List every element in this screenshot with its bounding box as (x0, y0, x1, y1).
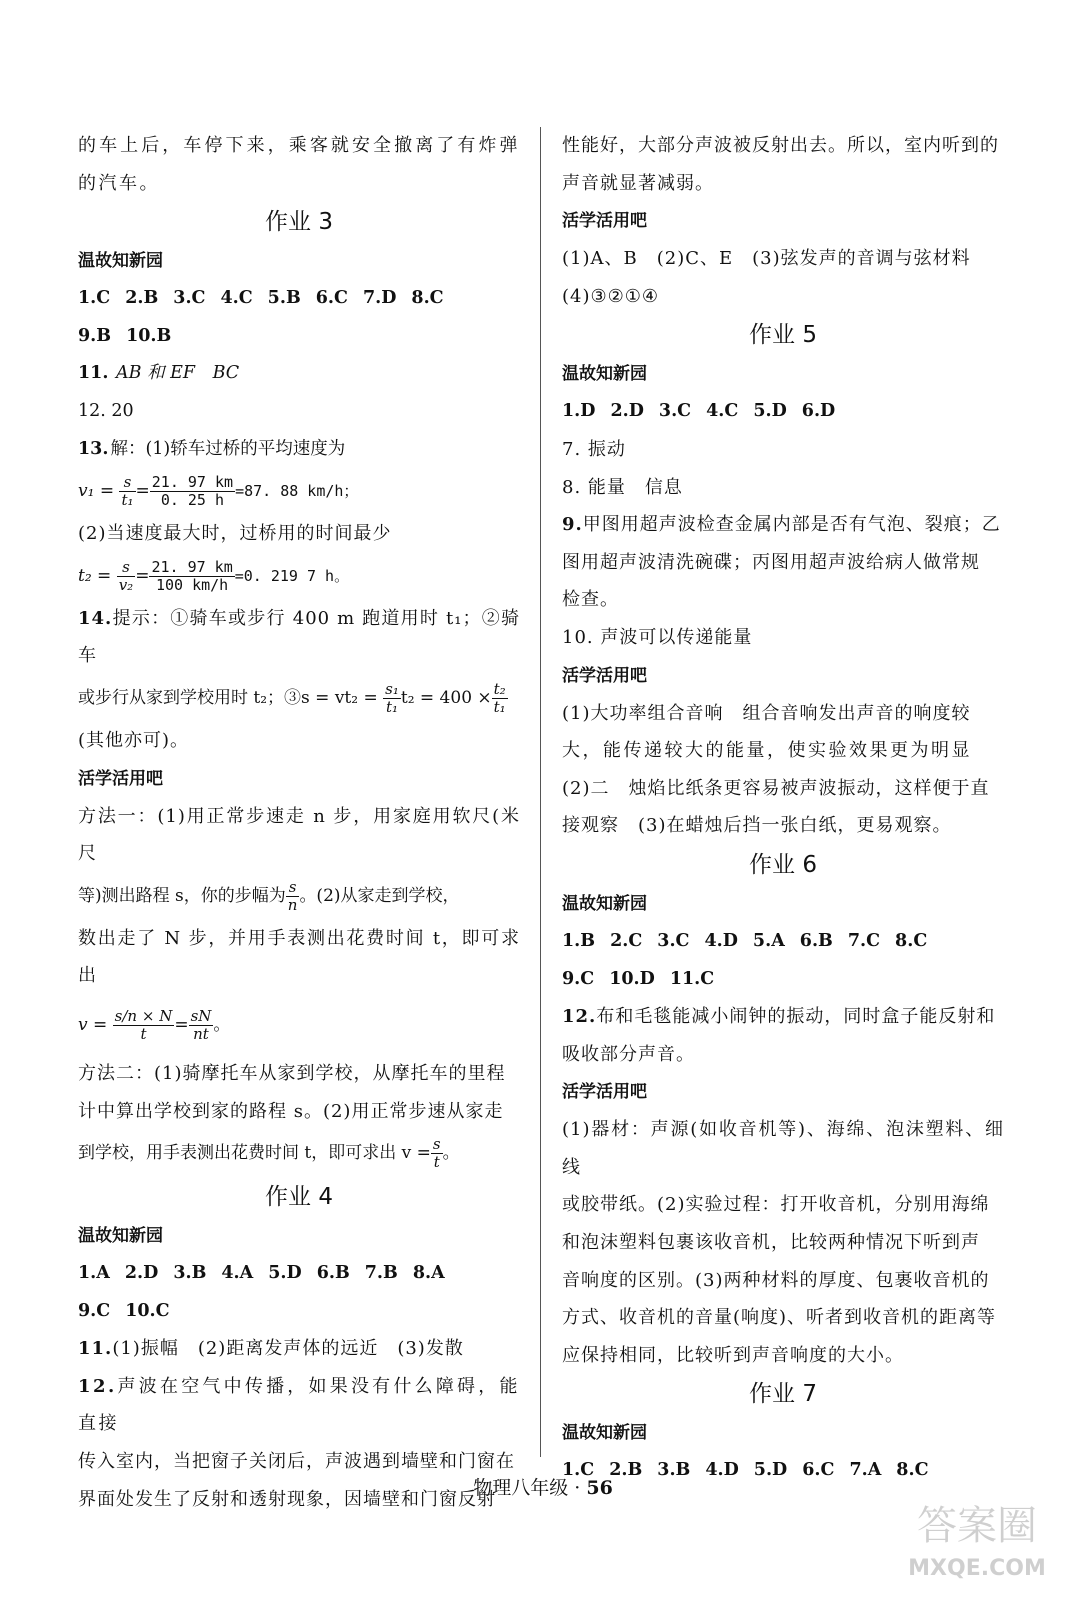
practice-line4: 接观察 (3)在蜡烛后挡一张白纸，更易观察。 (562, 815, 952, 837)
practice-line2: (4)③②①④ (562, 285, 660, 307)
section-review: 温故知新园 (562, 1423, 647, 1444)
method-1-line2: 等)测出路程 s，你的步幅为 $\frac{s}{n}$ 。(2)从家走到学校， (78, 877, 460, 914)
answer-12-line2: 传入室内，当把窗子关闭后，声波遇到墙壁和门窗在 (78, 1451, 515, 1473)
practice-line6: 应保持相同，比较听到声音响度的大小。 (562, 1344, 904, 1366)
column-divider (540, 127, 541, 1457)
answer-row: 1.C 2.B 3.B 4.D 5.D 6.C 7.A 8.C (562, 1460, 929, 1481)
homework-5-title: 作业 5 (749, 322, 817, 349)
left-column (78, 127, 520, 1518)
right-column (562, 127, 1004, 1490)
section-practice: 活学活用吧 (562, 665, 647, 686)
section-practice: 活学活用吧 (562, 1082, 647, 1103)
homework-4-title: 作业 4 (265, 1184, 333, 1211)
answer-row: 9.C 10.C (78, 1300, 170, 1321)
method-2-line3: 到学校，用手表测出花费时间 t，即可求出 v = $\frac{s}{t}$ 。 (78, 1135, 460, 1172)
method-2-line1: 方法二：(1)骑摩托车从家到学校，从摩托车的里程 (78, 1062, 506, 1084)
answer-row: 9.C 10.D 11.C (562, 968, 715, 989)
answer-row: 1.A 2.D 3.B 4.A 5.D 6.B 7.B 8.A (78, 1263, 445, 1284)
watermark-bottom: MXQE.COM (908, 1556, 1046, 1581)
continued-paragraph-line2: 声音就显著减弱。 (562, 172, 714, 194)
answer-12: 12. 20 (78, 400, 134, 421)
equation-v1: v₁ = $\frac{s}{\text{t₁}}$ = $\frac{21. 97 km}{0. 25 h}$ =87. 88 km/h； (78, 473, 359, 510)
continued-paragraph-line1: 性能好，大部分声波被反射出去。所以，室内听到的 (562, 135, 999, 156)
answer-13: 13. 解：(1)轿车过桥的平均速度为 (78, 438, 346, 459)
answer-12-line2: 吸收部分声音。 (562, 1043, 695, 1065)
homework-7-title: 作业 7 (749, 1381, 817, 1408)
answer-9-line3: 检查。 (562, 589, 619, 611)
section-review: 温故知新园 (562, 893, 647, 914)
answer-11: 11. AB 和 EF BC (78, 363, 240, 384)
practice-line1: (1)A、B (2)C、E (3)弦发声的音调与弦材料 (562, 248, 971, 270)
section-practice: 活学活用吧 (78, 768, 163, 789)
answer-9-line1: 9.甲图用超声波检查金属内部是否有气泡、裂痕；乙 (562, 514, 1001, 536)
answer-11: 11.(1)振幅 (2)距离发声体的远近 (3)发散 (78, 1338, 464, 1360)
answer-12-line1: 12.声波在空气中传播，如果没有什么障碍，能直接 (78, 1375, 520, 1435)
section-review: 温故知新园 (78, 251, 163, 272)
practice-line2: 或胶带纸。(2)实验过程：打开收音机，分别用海绵 (562, 1194, 990, 1216)
homework-3-title: 作业 3 (265, 209, 333, 236)
method-2-line2: 计中算出学校到家的路程 s。(2)用正常步速从家走 (78, 1100, 504, 1122)
answer-12-line3: 界面处发生了反射和透射现象，因墙壁和门窗反射 (78, 1488, 496, 1510)
continued-paragraph: 的车上后，车停下来，乘客就安全撤离了有炸弹的汽车。 (78, 135, 520, 194)
answer-14-line2: 或步行从家到学校用时 t₂；③s = vt₂ = $\frac{\text{s₁}}{\text{t₁}}$ t₂ = 400 × $\frac{\text{t₂}}{\text{t₁}}$ (78, 679, 506, 716)
footer-subject: 物理八年级 · (473, 1477, 581, 1499)
method-1-line1: 方法一：(1)用正常步速走 n 步，用家庭用软尺(米尺 (78, 805, 520, 865)
answer-12-line1: 12.布和毛毯能减小闹钟的振动，同时盒子能反射和 (562, 1006, 996, 1028)
answer-13-part2: (2)当速度最大时，过桥用的时间最少 (78, 523, 392, 545)
section-review: 温故知新园 (78, 1226, 163, 1247)
answer-row: 9.B 10.B (78, 325, 172, 346)
answer-row: 1.B 2.C 3.C 4.D 5.A 6.B 7.C 8.C (562, 930, 928, 951)
answer-14-line3: (其他亦可)。 (78, 729, 190, 751)
answer-row: 1.C 2.B 3.C 4.C 5.B 6.C 7.D 8.C (78, 288, 444, 309)
answer-row: 1.D 2.D 3.C 4.C 5.D 6.D (562, 401, 836, 422)
section-practice: 活学活用吧 (562, 211, 647, 232)
practice-line3: 和泡沫塑料包裹该收音机，比较两种情况下听到声 (562, 1232, 980, 1254)
answer-9-line2: 图用超声波清洗碗碟；丙图用超声波给病人做常规 (562, 551, 980, 573)
practice-line1: (1)器材：声源(如收音机等)、海绵、泡沫塑料、细线 (562, 1119, 1004, 1178)
method-1-formula: v = $\frac{s/n \times N}{t}$ = $\frac{sN}{nt}$ 。 (78, 1006, 231, 1043)
watermark-top: 答案圈 (917, 1503, 1037, 1549)
page-number: 56 (586, 1477, 613, 1499)
practice-line4: 音响度的区别。(3)两种材料的厚度、包裹收音机的 (562, 1269, 990, 1291)
practice-line5: 方式、收音机的音量(响度)、听者到收音机的距离等 (562, 1307, 997, 1329)
answer-8: 8. 能量 信息 (562, 476, 683, 498)
practice-line2: 大，能传递较大的能量，使实验效果更为明显 (562, 740, 972, 762)
method-1-line3: 数出走了 N 步，并用手表测出花费时间 t，即可求出 (78, 927, 520, 987)
practice-line3: (2)二 烛焰比纸条更容易被声波振动，这样便于直 (562, 777, 990, 799)
watermark-logo (902, 1487, 1052, 1587)
section-review: 温故知新园 (562, 364, 647, 385)
answer-14-line1: 14.提示：①骑车或步行 400 m 跑道用时 t₁；②骑车 (78, 607, 520, 667)
equation-t2: t₂ = $\frac{s}{\text{v₂}}$ = $\frac{21. 97 km}{100 km/h}$ =0. 219 7 h。 (78, 557, 350, 594)
answer-7: 7. 振动 (562, 438, 626, 460)
homework-6-title: 作业 6 (749, 851, 817, 878)
practice-line1: (1)大功率组合音响 组合音响发出声音的响度较 (562, 702, 971, 724)
answer-10: 10. 声波可以传递能量 (562, 626, 753, 648)
